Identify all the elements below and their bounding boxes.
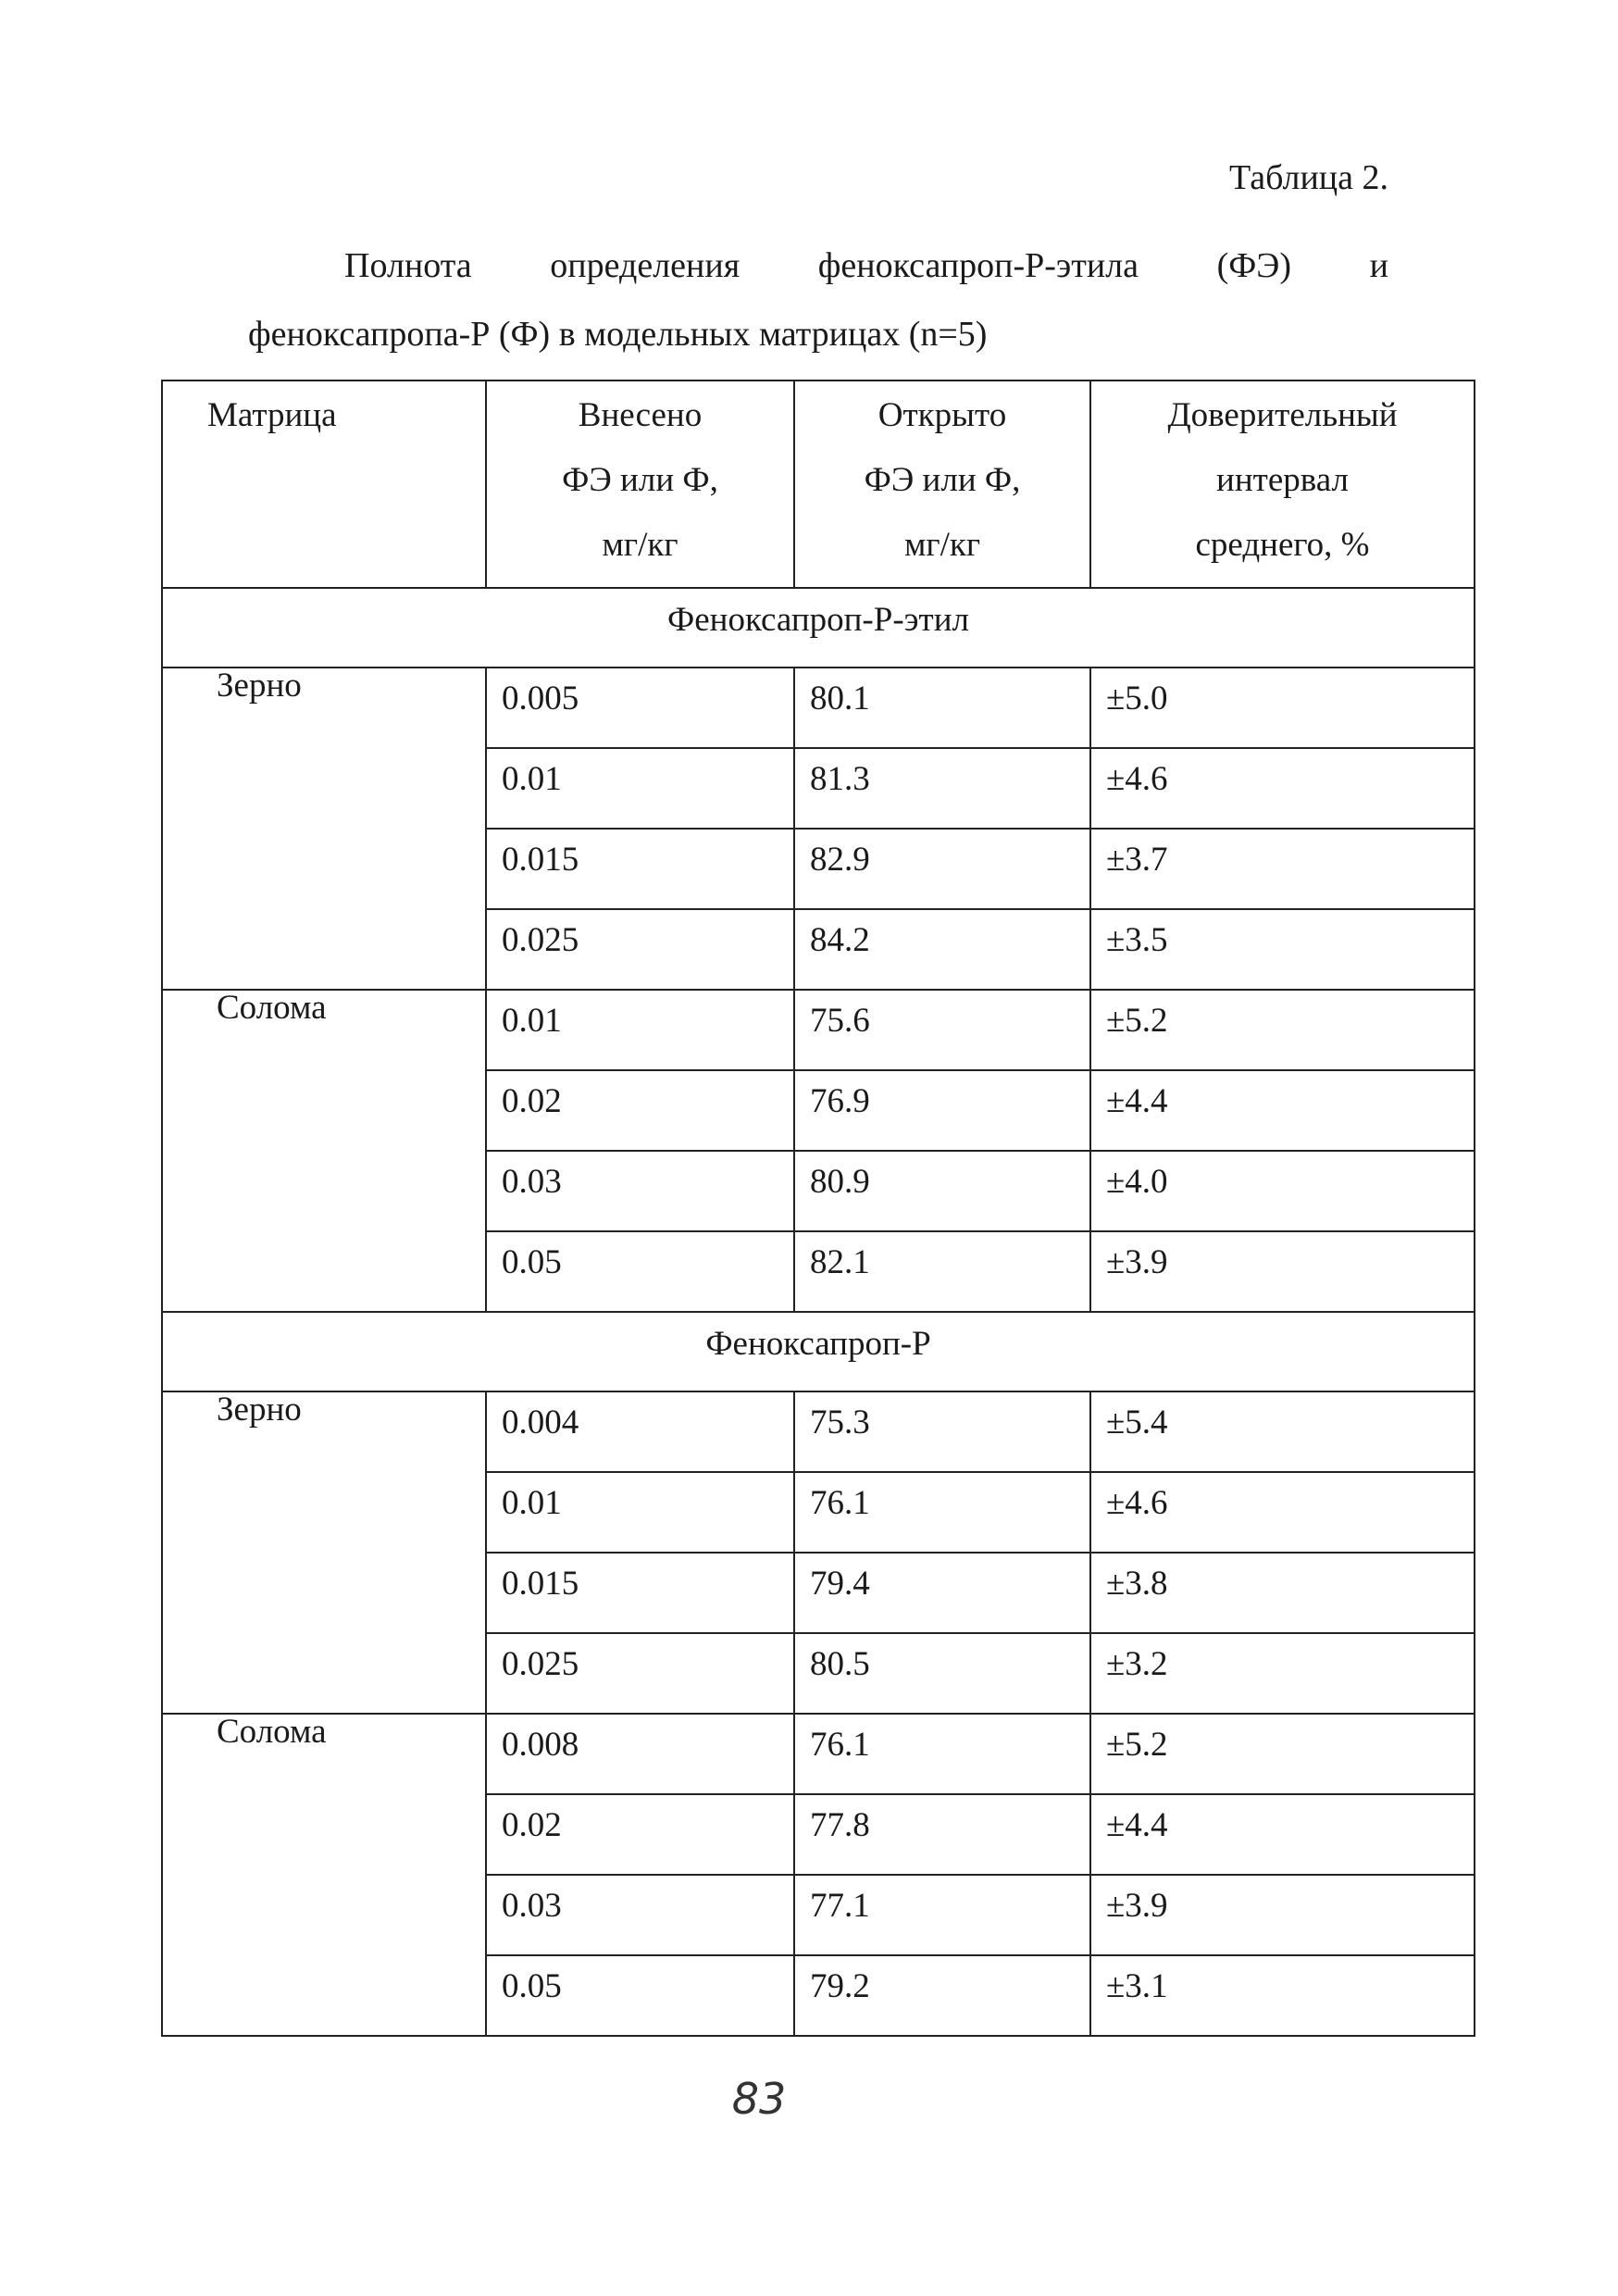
matrix-cell	[162, 1714, 486, 2036]
found-cell: 77.1	[794, 1875, 1090, 1955]
found-cell: 76.1	[794, 1714, 1090, 1794]
confidence-interval-cell: ±3.8	[1090, 1553, 1475, 1633]
found-cell: 81.3	[794, 748, 1090, 829]
found-cell: 79.2	[794, 1955, 1090, 2036]
added-cell: 0.01	[486, 1472, 794, 1553]
found-cell: 82.1	[794, 1231, 1090, 1312]
added-cell: 0.01	[486, 748, 794, 829]
header-found-line: ФЭ или Ф,	[864, 461, 1021, 499]
header-found-line: мг/кг	[903, 526, 981, 564]
found-cell: 77.8	[794, 1794, 1090, 1875]
confidence-interval-cell: ±5.2	[1090, 990, 1475, 1070]
found-cell: 79.4	[794, 1553, 1090, 1633]
found-cell: 76.1	[794, 1472, 1090, 1553]
table-header	[162, 381, 1475, 588]
table-row	[162, 990, 1475, 1070]
header-ci-line: интервал	[1216, 461, 1349, 499]
header-added-line: ФЭ или Ф,	[562, 461, 718, 499]
header-found-line: Открыто	[877, 396, 1007, 434]
added-cell: 0.015	[486, 829, 794, 909]
confidence-interval-cell: ±3.9	[1090, 1231, 1475, 1312]
matrix-cell	[162, 668, 486, 990]
page-number: 83	[731, 2074, 787, 2124]
section-row	[162, 1312, 1475, 1391]
recovery-table	[161, 380, 1475, 2037]
added-cell: 0.025	[486, 1633, 794, 1714]
confidence-interval-cell: ±4.4	[1090, 1794, 1475, 1875]
added-cell: 0.03	[486, 1151, 794, 1231]
confidence-interval-cell: ±3.7	[1090, 829, 1475, 909]
table-number: Таблица 2.	[1228, 158, 1388, 197]
confidence-interval-cell: ±3.2	[1090, 1633, 1475, 1714]
matrix-cell	[162, 1391, 486, 1714]
confidence-interval-cell: ±5.2	[1090, 1714, 1475, 1794]
added-cell: 0.05	[486, 1231, 794, 1312]
header-confidence-interval	[1090, 381, 1475, 588]
header-ci-line: среднего, %	[1195, 526, 1370, 564]
found-cell: 80.5	[794, 1633, 1090, 1714]
header-found	[794, 381, 1090, 588]
table-row	[162, 1714, 1475, 1794]
found-cell: 75.3	[794, 1391, 1090, 1472]
section-row	[162, 588, 1475, 668]
added-cell: 0.005	[486, 668, 794, 748]
header-added-line: мг/кг	[602, 526, 678, 564]
table-row	[162, 1391, 1475, 1472]
found-cell: 80.1	[794, 668, 1090, 748]
confidence-interval-cell: ±3.9	[1090, 1875, 1475, 1955]
added-cell: 0.02	[486, 1070, 794, 1151]
matrix-label: Зерно	[217, 667, 302, 705]
added-cell: 0.025	[486, 909, 794, 990]
confidence-interval-cell: ±4.6	[1090, 748, 1475, 829]
added-cell: 0.02	[486, 1794, 794, 1875]
header-matrix-line: Матрица	[207, 396, 337, 434]
header-matrix	[162, 381, 486, 588]
found-cell: 75.6	[794, 990, 1090, 1070]
found-cell: 80.9	[794, 1151, 1090, 1231]
found-cell: 84.2	[794, 909, 1090, 990]
header-row	[162, 381, 1475, 588]
section-title: Феноксапроп-Р-этил	[162, 588, 1475, 668]
added-cell: 0.03	[486, 1875, 794, 1955]
table-caption	[248, 231, 1388, 368]
section-title: Феноксапроп-Р	[162, 1312, 1475, 1391]
header-ci-line: Доверительный	[1167, 396, 1398, 434]
confidence-interval-cell: ±4.4	[1090, 1070, 1475, 1151]
found-cell: 76.9	[794, 1070, 1090, 1151]
added-cell: 0.01	[486, 990, 794, 1070]
confidence-interval-cell: ±4.0	[1090, 1151, 1475, 1231]
confidence-interval-cell: ±4.6	[1090, 1472, 1475, 1553]
added-cell: 0.05	[486, 1955, 794, 2036]
added-cell: 0.008	[486, 1714, 794, 1794]
matrix-cell	[162, 990, 486, 1312]
header-added-line: Внесено	[578, 396, 703, 434]
header-added	[486, 381, 794, 588]
caption-line-2: феноксапропа-Р (Ф) в модельных матрицах (n=5)	[248, 315, 988, 354]
found-cell: 82.9	[794, 829, 1090, 909]
added-cell: 0.004	[486, 1391, 794, 1472]
confidence-interval-cell: ±3.1	[1090, 1955, 1475, 2036]
matrix-label: Зерно	[217, 1391, 302, 1429]
confidence-interval-cell: ±5.0	[1090, 668, 1475, 748]
confidence-interval-cell: ±3.5	[1090, 909, 1475, 990]
matrix-label: Солома	[217, 989, 327, 1027]
table-row	[162, 668, 1475, 748]
matrix-label: Солома	[217, 1713, 327, 1751]
added-cell: 0.015	[486, 1553, 794, 1633]
caption-line-1: Полнота определения феноксапроп-Р-этила (ФЭ) и	[344, 246, 1388, 285]
table-body	[162, 588, 1475, 2036]
confidence-interval-cell: ±5.4	[1090, 1391, 1475, 1472]
